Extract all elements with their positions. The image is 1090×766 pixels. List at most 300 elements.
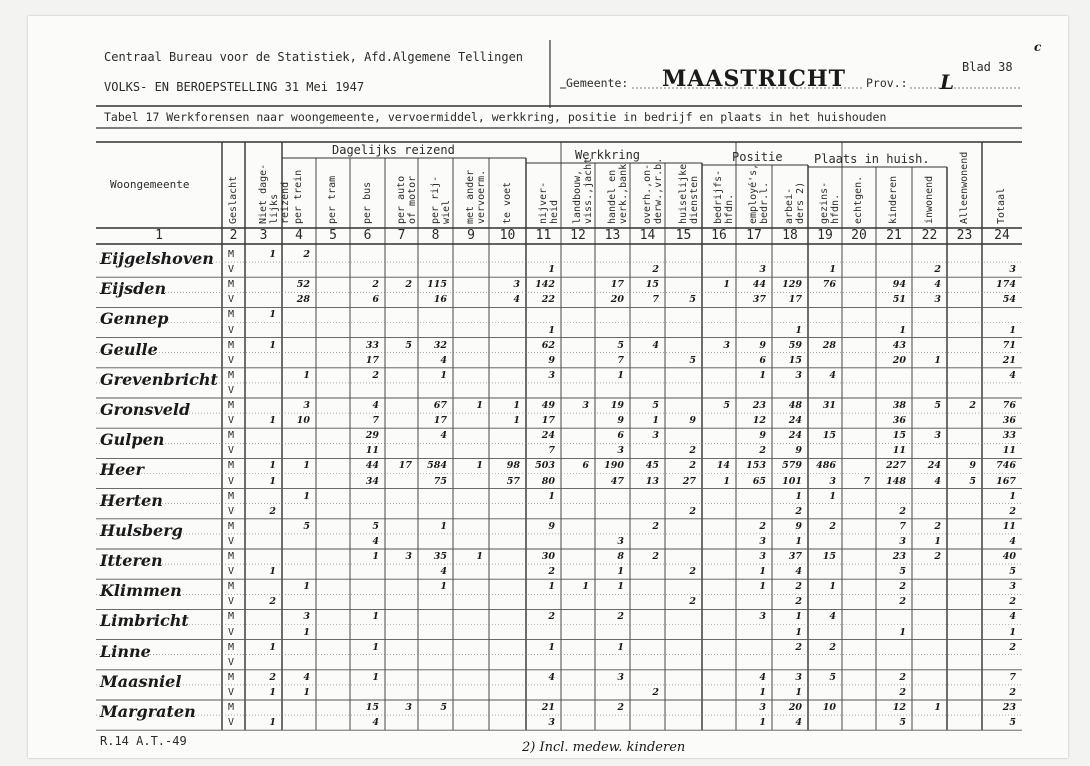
group-positie: Positie — [732, 150, 783, 164]
data-cell: 2 — [548, 566, 555, 578]
data-cell: 31 — [822, 400, 836, 411]
data-cell: 3 — [1009, 264, 1016, 276]
data-cell: 7 — [899, 520, 906, 532]
data-cell: 2 — [1009, 641, 1016, 653]
data-cell: 65 — [752, 475, 766, 487]
data-cell: 45 — [645, 460, 659, 472]
sex-M: M — [228, 339, 235, 351]
data-cell: 12 — [752, 415, 766, 427]
data-cell: 2 — [617, 611, 624, 623]
data-cell: 1 — [548, 641, 555, 653]
data-cell: 1 — [303, 460, 310, 472]
census-title: VOLKS- EN BEROEPSTELLING 31 Mei 1947 — [104, 80, 365, 94]
data-cell: 2 — [269, 596, 276, 608]
data-cell: 2 — [795, 641, 802, 653]
data-cell: 9 — [759, 430, 766, 442]
data-cell: 7 — [652, 294, 659, 306]
column-header: Totaal — [996, 187, 1007, 224]
column-number: 17 — [746, 228, 762, 243]
data-cell: 3 — [759, 551, 766, 562]
group-werkkring: Werkkring — [575, 148, 641, 162]
data-cell: 2 — [689, 596, 696, 608]
sex-M: M — [228, 520, 235, 532]
place-name: Klimmen — [100, 581, 182, 601]
data-cell: 2 — [829, 520, 836, 532]
data-cell: 1 — [269, 249, 276, 260]
data-cell: 1 — [723, 475, 730, 487]
data-cell: 4 — [372, 400, 379, 411]
data-cell: 48 — [788, 400, 802, 411]
sex-M: M — [228, 611, 235, 623]
data-cell: 40 — [1002, 551, 1016, 562]
data-cell: 4 — [1009, 535, 1016, 547]
data-cell: 2 — [689, 460, 696, 472]
data-cell: 5 — [899, 717, 906, 729]
data-cell: 2 — [689, 445, 696, 457]
column-header: met ander vervoerm. — [465, 169, 487, 224]
sex-M: M — [228, 581, 235, 593]
sex-V: V — [228, 384, 235, 396]
data-cell: 35 — [433, 551, 447, 562]
data-cell: 7 — [1009, 671, 1016, 683]
data-cell: 3 — [617, 671, 624, 683]
column-number: 21 — [886, 228, 902, 243]
data-cell: 67 — [433, 400, 447, 411]
data-cell: 16 — [433, 294, 447, 306]
sex-V: V — [228, 535, 235, 547]
column-header: per rij-wiel — [429, 175, 452, 224]
data-cell: 1 — [440, 581, 447, 593]
data-cell: 2 — [617, 702, 624, 713]
data-cell: 4 — [934, 475, 941, 487]
column-number: 3 — [259, 228, 268, 243]
data-cell: 1 — [829, 264, 836, 276]
data-cell: 190 — [604, 460, 624, 472]
column-header: inwonend — [923, 175, 935, 224]
data-cell: 4 — [1009, 611, 1016, 623]
data-cell: 4 — [548, 671, 555, 683]
data-cell: 13 — [645, 475, 659, 487]
column-number: 18 — [782, 228, 798, 243]
data-cell: 5 — [372, 520, 379, 532]
data-cell: 1 — [829, 581, 836, 593]
data-cell: 3 — [899, 535, 906, 547]
prov-label: Prov.: — [866, 76, 908, 90]
data-cell: 7 — [863, 475, 870, 487]
data-cell: 1 — [513, 415, 520, 427]
data-cell: 1 — [513, 400, 520, 411]
data-cell: 1 — [269, 475, 276, 487]
data-cell: 1 — [934, 354, 941, 366]
data-cell: 38 — [892, 400, 906, 411]
sex-V: V — [228, 686, 235, 698]
data-cell: 4 — [829, 369, 836, 381]
place-name: Linne — [100, 641, 151, 661]
column-number: 14 — [639, 228, 656, 243]
data-cell: 2 — [548, 611, 555, 623]
data-cell: 3 — [934, 294, 941, 306]
data-cell: 2 — [899, 671, 906, 683]
data-cell: 584 — [427, 460, 447, 472]
place-name: Maasniel — [100, 671, 182, 691]
column-number: 1 — [155, 228, 163, 243]
data-cell: 1 — [548, 264, 555, 276]
data-cell: 7 — [372, 415, 379, 427]
data-cell: 1 — [795, 626, 802, 638]
data-cell: 15 — [822, 430, 836, 442]
data-cell: 3 — [1009, 581, 1016, 593]
data-cell: 37 — [752, 294, 766, 306]
column-number: 11 — [535, 228, 552, 243]
data-cell: 1 — [795, 611, 802, 623]
data-cell: 2 — [405, 279, 412, 291]
data-cell: 15 — [645, 279, 659, 291]
sex-M: M — [228, 460, 235, 472]
data-cell: 2 — [969, 400, 976, 411]
data-cell: 33 — [365, 339, 379, 351]
data-cell: 6 — [582, 460, 589, 472]
data-cell: 10 — [822, 702, 836, 713]
column-number: 23 — [956, 228, 973, 243]
column-number: 2 — [229, 228, 238, 243]
data-cell: 1 — [759, 369, 766, 381]
data-cell: 5 — [1009, 717, 1016, 729]
place-name: Gennep — [100, 309, 169, 329]
sex-M: M — [228, 490, 235, 502]
data-cell: 167 — [996, 475, 1016, 487]
place-name: Itteren — [100, 551, 163, 570]
column-header: nijver-heid — [537, 181, 560, 224]
data-cell: 1 — [795, 490, 802, 502]
data-cell: 3 — [303, 400, 310, 411]
data-cell: 5 — [617, 339, 624, 351]
data-cell: 20 — [610, 294, 624, 306]
place-name: Herten — [100, 490, 163, 510]
place-name: Eijgelshoven — [100, 249, 214, 268]
org-name: Centraal Bureau voor de Statistiek, Afd.Algemene Tellingen — [104, 50, 524, 64]
data-cell: 1 — [723, 279, 730, 291]
column-number: 10 — [499, 228, 516, 243]
data-cell: 3 — [795, 671, 802, 683]
data-cell: 1 — [476, 460, 483, 472]
data-cell: 486 — [816, 460, 836, 472]
data-cell: 1 — [303, 686, 310, 698]
data-cell: 44 — [365, 460, 379, 472]
data-cell: 174 — [996, 279, 1016, 291]
data-cell: 2 — [303, 249, 310, 260]
data-cell: 4 — [759, 671, 766, 683]
data-cell: 1 — [829, 490, 836, 502]
column-header: per trein — [293, 169, 304, 224]
data-cell: 30 — [541, 551, 555, 562]
data-cell: 1 — [476, 551, 483, 562]
data-cell: 4 — [513, 294, 520, 306]
column-number: 19 — [817, 228, 833, 243]
sex-V: V — [228, 324, 235, 336]
sex-V: V — [228, 505, 235, 517]
data-cell: 1 — [617, 641, 624, 653]
data-cell: 579 — [782, 460, 802, 472]
data-cell: 2 — [689, 566, 696, 578]
data-cell: 44 — [752, 279, 766, 291]
data-cell: 2 — [795, 581, 802, 593]
data-cell: 7 — [617, 354, 624, 366]
data-cell: 15 — [788, 354, 802, 366]
sex-V: V — [228, 264, 235, 276]
data-cell: 9 — [617, 415, 624, 427]
data-cell: 24 — [541, 430, 555, 442]
column-number: 13 — [604, 228, 621, 243]
data-cell: 28 — [296, 294, 310, 306]
data-cell: 2 — [899, 686, 906, 698]
data-cell: 4 — [440, 354, 447, 366]
sex-V: V — [228, 566, 235, 578]
data-cell: 24 — [788, 415, 802, 427]
data-cell: 12 — [892, 702, 906, 713]
data-cell: 2 — [652, 686, 659, 698]
data-cell: 2 — [795, 596, 802, 608]
data-cell: 80 — [541, 475, 555, 487]
data-cell: 17 — [365, 354, 379, 366]
data-cell: 1 — [269, 686, 276, 698]
data-cell: 36 — [892, 415, 906, 427]
data-cell: 22 — [541, 294, 555, 306]
data-cell: 24 — [788, 430, 802, 442]
data-cell: 1 — [759, 686, 766, 698]
column-header: kinderen — [888, 175, 899, 224]
data-cell: 1 — [548, 324, 555, 336]
data-cell: 1 — [303, 369, 310, 381]
data-cell: 20 — [788, 702, 802, 713]
data-cell: 3 — [405, 702, 412, 713]
place-name: Grevenbricht — [100, 369, 218, 389]
sex-M: M — [228, 702, 235, 713]
column-number: 7 — [397, 228, 406, 243]
data-cell: 10 — [296, 415, 310, 427]
data-cell: 5 — [303, 520, 310, 532]
data-cell: 4 — [440, 430, 447, 442]
data-cell: 15 — [892, 430, 906, 442]
data-cell: 2 — [1009, 505, 1016, 517]
data-cell: 3 — [759, 535, 766, 547]
gemeente-label: Gemeente: — [566, 76, 629, 90]
data-cell: 1 — [269, 641, 276, 653]
data-cell: 503 — [535, 460, 555, 472]
data-cell: 1 — [759, 566, 766, 578]
data-cell: 5 — [723, 400, 730, 411]
data-cell: 15 — [822, 551, 836, 562]
data-cell: 1 — [795, 535, 802, 547]
data-cell: 76 — [1002, 400, 1016, 411]
data-cell: 9 — [969, 460, 976, 472]
data-cell: 2 — [1009, 596, 1016, 608]
place-name: Hulsberg — [100, 520, 183, 540]
data-cell: 4 — [303, 671, 310, 683]
data-cell: 7 — [548, 445, 555, 457]
column-header: Geslacht — [227, 175, 239, 224]
data-cell: 2 — [372, 369, 379, 381]
column-header: gezins-hfdn. — [819, 181, 841, 224]
prov-value: L — [940, 70, 955, 94]
data-cell: 2 — [269, 671, 276, 683]
data-cell: 1 — [582, 581, 589, 593]
data-cell: 19 — [610, 400, 624, 411]
data-cell: 9 — [759, 339, 766, 351]
data-cell: 5 — [440, 702, 447, 713]
data-cell: 52 — [296, 279, 310, 291]
place-name: Heer — [100, 460, 144, 480]
data-cell: 4 — [652, 339, 659, 351]
data-cell: 1 — [617, 369, 624, 381]
data-cell: 1 — [303, 490, 310, 502]
sex-V: V — [228, 415, 235, 427]
column-number: 16 — [711, 228, 727, 243]
data-cell: 2 — [899, 505, 906, 517]
data-cell: 4 — [829, 611, 836, 623]
data-cell: 2 — [759, 520, 766, 532]
footnote: 2) Incl. medew. kinderen — [522, 740, 686, 755]
data-cell: 14 — [716, 460, 730, 472]
column-header-woongemeente: Woongemeente — [110, 178, 190, 191]
data-cell: 129 — [782, 279, 802, 291]
data-cell: 1 — [795, 324, 802, 336]
data-cell: 1 — [652, 415, 659, 427]
data-cell: 75 — [433, 475, 447, 487]
data-cell: 4 — [372, 717, 379, 729]
sex-M: M — [228, 369, 235, 381]
sex-M: M — [228, 279, 235, 291]
data-cell: 1 — [548, 581, 555, 593]
data-cell: 28 — [822, 339, 836, 351]
data-cell: 227 — [886, 460, 906, 472]
data-cell: 3 — [548, 717, 555, 729]
data-cell: 1 — [548, 490, 555, 502]
data-cell: 11 — [1002, 520, 1016, 532]
column-number: 24 — [994, 228, 1010, 243]
data-cell: 2 — [652, 264, 659, 276]
data-cell: 1 — [440, 369, 447, 381]
data-cell: 2 — [372, 279, 379, 291]
data-cell: 1 — [617, 581, 624, 593]
data-cell: 115 — [427, 279, 447, 291]
data-cell: 1 — [759, 717, 766, 729]
data-cell: 1 — [1009, 490, 1016, 502]
column-number: 12 — [570, 228, 586, 243]
data-cell: 1 — [269, 566, 276, 578]
data-cell: 3 — [759, 611, 766, 623]
data-cell: 1 — [372, 551, 379, 562]
column-number: 20 — [851, 228, 867, 243]
data-cell: 11 — [892, 445, 906, 457]
data-cell: 5 — [689, 294, 696, 306]
data-cell: 2 — [689, 505, 696, 517]
data-cell: 17 — [398, 460, 412, 472]
data-cell: 49 — [541, 400, 555, 411]
data-cell: 2 — [795, 505, 802, 517]
sex-M: M — [228, 249, 235, 260]
place-name: Eijsden — [100, 279, 167, 299]
data-cell: 5 — [934, 400, 941, 411]
corner-mark: c — [1034, 40, 1042, 54]
data-cell: 4 — [1009, 369, 1016, 381]
data-cell: 23 — [1002, 702, 1016, 713]
data-cell: 101 — [782, 475, 802, 487]
data-cell: 17 — [788, 294, 802, 306]
data-cell: 3 — [759, 264, 766, 276]
data-cell: 1 — [1009, 626, 1016, 638]
sex-V: V — [228, 626, 235, 638]
data-cell: 4 — [934, 279, 941, 291]
data-cell: 3 — [723, 339, 730, 351]
sex-M: M — [228, 641, 235, 653]
data-cell: 2 — [899, 581, 906, 593]
data-cell: 1 — [303, 581, 310, 593]
data-cell: 5 — [829, 671, 836, 683]
data-cell: 3 — [548, 369, 555, 381]
data-cell: 1 — [934, 535, 941, 547]
sex-V: V — [228, 656, 235, 668]
group-plaats: Plaats in huish. — [814, 152, 930, 166]
data-cell: 3 — [934, 430, 941, 442]
data-cell: 23 — [752, 400, 766, 411]
data-cell: 1 — [303, 626, 310, 638]
data-cell: 2 — [652, 551, 659, 562]
column-header: te voet — [501, 181, 513, 224]
sheet-number: Blad 38 — [962, 60, 1013, 74]
data-cell: 3 — [829, 475, 836, 487]
data-cell: 2 — [899, 596, 906, 608]
data-cell: 5 — [899, 566, 906, 578]
column-header: arbei-ders 2) — [784, 181, 806, 224]
sex-V: V — [228, 475, 235, 487]
data-cell: 29 — [365, 430, 379, 442]
sex-V: V — [228, 596, 235, 608]
column-number: 22 — [921, 228, 938, 243]
data-cell: 2 — [269, 505, 276, 517]
data-cell: 3 — [795, 369, 802, 381]
column-header: per bus — [361, 181, 373, 224]
data-cell: 3 — [303, 611, 310, 623]
data-cell: 3 — [759, 702, 766, 713]
place-name: Gronsveld — [100, 400, 191, 419]
data-cell: 24 — [927, 460, 941, 472]
data-cell: 1 — [269, 309, 276, 321]
data-cell: 33 — [1002, 430, 1016, 442]
data-cell: 2 — [1009, 686, 1016, 698]
data-cell: 1 — [269, 339, 276, 351]
data-cell: 9 — [689, 415, 696, 427]
data-cell: 9 — [548, 520, 555, 532]
sex-V: V — [228, 445, 235, 457]
data-cell: 27 — [682, 475, 696, 487]
data-cell: 2 — [829, 641, 836, 653]
data-cell: 5 — [405, 339, 412, 351]
column-number: 15 — [675, 228, 692, 243]
sex-M: M — [228, 400, 235, 411]
data-cell: 1 — [372, 671, 379, 683]
place-name: Limbricht — [100, 611, 189, 631]
data-cell: 5 — [969, 475, 976, 487]
data-cell: 20 — [892, 354, 906, 366]
data-cell: 34 — [365, 475, 379, 487]
column-header: overh.,on-derw.,vr.b. — [641, 157, 664, 224]
column-number: 8 — [431, 228, 440, 243]
data-cell: 148 — [886, 475, 906, 487]
data-cell: 6 — [617, 430, 624, 442]
data-cell: 37 — [788, 551, 802, 562]
data-cell: 1 — [795, 686, 802, 698]
data-cell: 4 — [795, 717, 802, 729]
